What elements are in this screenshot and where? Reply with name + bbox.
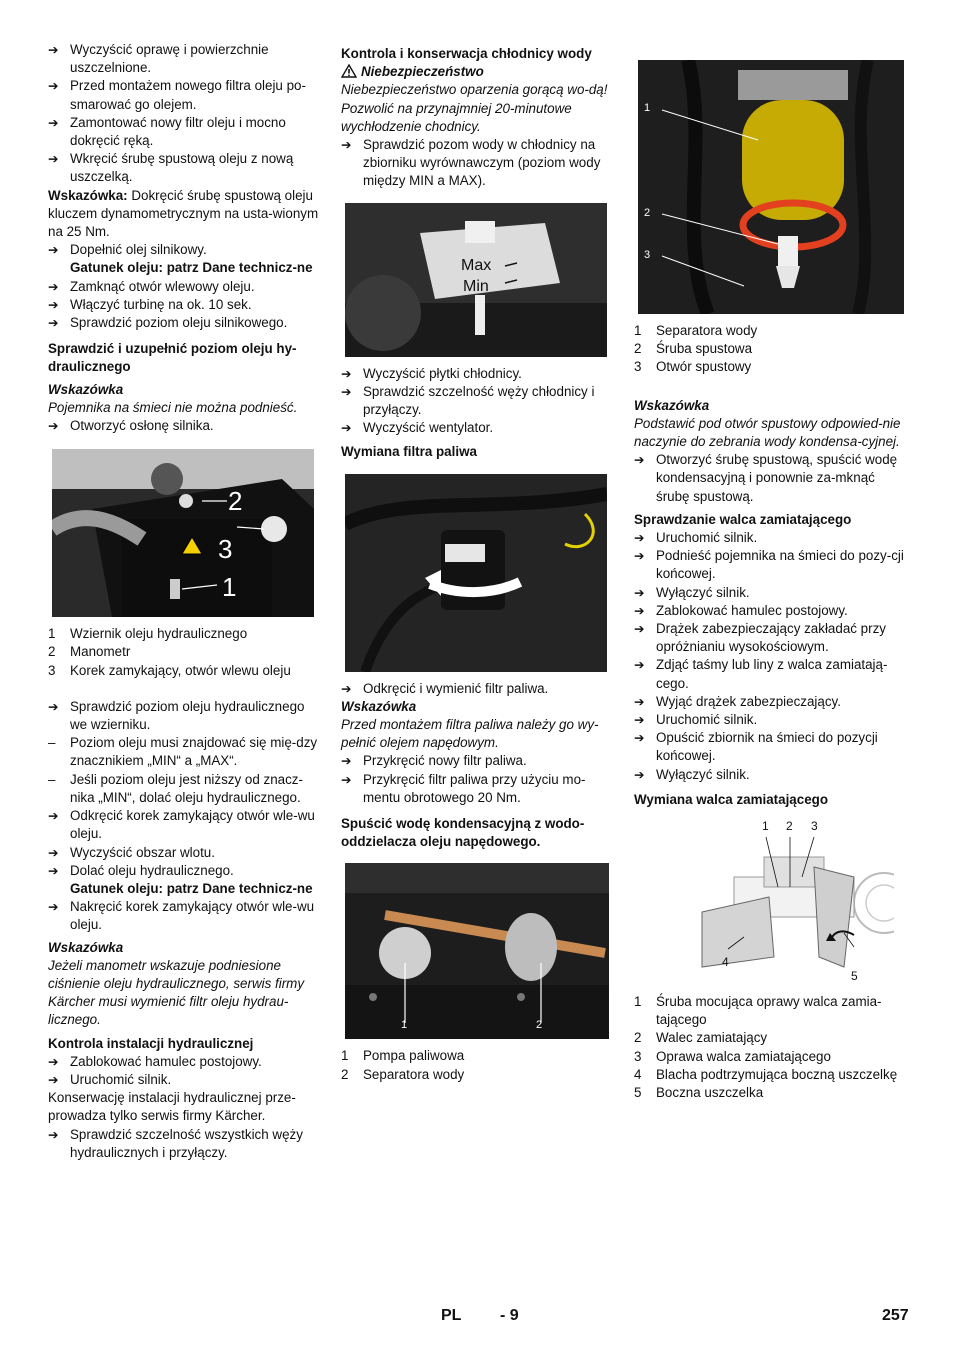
column-1 <box>48 41 324 1162</box>
roller-step: ➔ Uruchomić silnik. <box>634 711 910 729</box>
arrow-right-icon: ➔ <box>48 1127 59 1142</box>
arrow-right-icon: ➔ <box>341 384 352 399</box>
step-close-filler: ➔ Zamknąć otwór wlewowy oleju. <box>48 278 324 296</box>
hint-text: Pojemnika na śmieci nie można podnieść. <box>48 399 298 415</box>
roller-step: ➔ Uruchomić silnik. <box>634 529 910 547</box>
arrow-right-icon: ➔ <box>48 79 59 94</box>
callout-1: 1 <box>762 819 769 834</box>
arrow-right-icon: ➔ <box>634 658 645 673</box>
roller-step: ➔ Podnieść pojemnika na śmieci do pozy-cji końcowej. <box>634 548 904 582</box>
arrow-right-icon: ➔ <box>48 1072 59 1087</box>
arrow-right-icon: ➔ <box>634 603 645 618</box>
arrow-right-icon: ➔ <box>48 809 59 824</box>
danger-text: Niebezpieczeństwo oparzenia gorącą wo-dą! Pozwolić na przynajmniej 20-minutowe wychłodzenie chodnicy. <box>341 82 608 134</box>
callout-5: 5 <box>851 969 858 984</box>
legend-item: 4 Blacha podtrzymująca boczną uszczelkę <box>634 1066 898 1082</box>
arrow-right-icon: ➔ <box>634 731 645 746</box>
photo-hydraulic-tank <box>52 449 314 617</box>
photo-fuel-pump <box>345 863 609 1039</box>
danger-label-row: Niebezpieczeństwo <box>341 63 617 81</box>
oil-type-note: Gatunek oleju: patrz Dane technicz-ne <box>70 260 313 276</box>
arrow-right-icon: ➔ <box>48 316 59 331</box>
arrow-right-icon: ➔ <box>341 754 352 769</box>
legend-item: 1 Separatora wody <box>634 323 758 338</box>
callout-4: 4 <box>722 955 729 970</box>
heading-check-roller: Sprawdzanie walca zamiatającego <box>634 511 852 527</box>
arrow-right-icon: ➔ <box>341 366 352 381</box>
photo-coolant-tank <box>345 203 607 357</box>
max-mark-label: Max <box>461 256 492 274</box>
column-2 <box>341 41 617 1084</box>
legend-item: 1 Śruba mocująca oprawy walca zamia-tającego <box>634 994 882 1028</box>
step-parking-brake: ➔ Zablokować hamulec postojowy. <box>48 1053 324 1071</box>
arrow-right-icon: ➔ <box>48 900 59 915</box>
step-refill-oil: ➔ Dopełnić olej silnikowy. <box>48 241 324 259</box>
footer-language: PL <box>441 1307 462 1324</box>
arrow-right-icon: ➔ <box>48 115 59 130</box>
heading-replace-roller: Wymiana walca zamiatającego <box>634 791 829 807</box>
arrow-right-icon: ➔ <box>634 622 645 637</box>
arrow-right-icon: ➔ <box>48 1054 59 1069</box>
min-mark-label: Min <box>463 277 489 295</box>
step-turbine: ➔ Włączyć turbinę na ok. 10 sek. <box>48 296 324 314</box>
step-screw-new-filter: ➔ Przykręcić nowy filtr paliwa. <box>341 752 617 770</box>
legend-item: 3 Oprawa walca zamiatającego <box>634 1048 831 1064</box>
legend-item: 2 Śruba spustowa <box>634 341 753 357</box>
step-oil-new-filter: ➔ Przed montażem nowego filtra oleju po-smarować go olejem. <box>48 78 306 112</box>
step-check-sightglass: ➔ Sprawdzić poziom oleju hydraulicznego we wzierniku. <box>48 698 305 733</box>
step-replace-fuel-filter: ➔ Odkręcić i wymienić filtr paliwa. <box>341 680 617 698</box>
step-drain-water: ➔ Otworzyć śrubę spustową, spuścić wodę kondensacyjną i ponownie za-mknąć śrubę spustową. <box>634 452 898 504</box>
footer-page-number: 257 <box>882 1307 909 1324</box>
arrow-right-icon: ➔ <box>48 279 59 294</box>
callout-2: 2 <box>228 486 243 517</box>
legend-item: 2 Walec zamiatający <box>634 1030 768 1046</box>
hint-label: Wskazówka <box>48 939 124 955</box>
step-add-oil: ➔ Dolać oleju hydraulicznego. <box>48 862 324 880</box>
warning-triangle-icon <box>341 64 357 78</box>
hint-text: Jeżeli manometr wskazuje podniesione ciśnienie oleju hydraulicznego, serwis firmy Kärcher musi wymienić filtr oleju hydrau-licznego. <box>48 957 305 1028</box>
heading-fuel-filter: Wymiana filtra paliwa <box>341 444 477 460</box>
hint-text: Przed montażem filtra paliwa należy go wy-pełnić olejem napędowym. <box>341 717 599 751</box>
oil-type-note: Gatunek oleju: patrz Dane technicz-ne <box>70 880 313 896</box>
step-clean-fins: ➔ Wyczyścić płytki chłodnicy. <box>341 365 617 383</box>
roller-step: ➔ Wyjąć drążek zabezpieczający. <box>634 693 910 711</box>
hint-text: Podstawić pod otwór spustowy odpowied-nie naczynie do zebrania wody kondensa-cyjnej. <box>634 415 901 450</box>
diagram-roller <box>694 817 894 987</box>
roller-step: ➔ Zablokować hamulec postojowy. <box>634 602 910 620</box>
arrow-right-icon: ➔ <box>634 694 645 709</box>
step-start-engine: ➔ Uruchomić silnik. <box>48 1071 324 1089</box>
callout-2: 2 <box>786 819 793 834</box>
arrow-right-icon: ➔ <box>341 421 352 436</box>
arrow-right-icon: ➔ <box>634 767 645 782</box>
arrow-right-icon: ➔ <box>48 297 59 312</box>
hint-label: Wskazówka <box>341 698 417 714</box>
arrow-right-icon: ➔ <box>634 549 645 564</box>
step-check-cooler-hoses: ➔ Sprawdzić szczelność węży chłodnicy i przyłączy. <box>341 383 595 418</box>
step-screw-drain: ➔ Wkręcić śrubę spustową oleju z nową uszczelką. <box>48 151 294 185</box>
step-check-water: ➔ Sprawdzić pozom wody w chłodnicy na zbiorniku wyrównawczym (poziom wody między MIN a MAX). <box>341 137 601 189</box>
callout-2: 2 <box>536 1019 543 1032</box>
step-clean-inlet: ➔ Wyczyścić obszar wlotu. <box>48 844 324 862</box>
hint-label: Wskazówka <box>48 381 124 397</box>
roller-step: ➔ Opuścić zbiornik na śmieci do pozycji końcowej. <box>634 730 878 764</box>
hint-label: Wskazówka <box>634 397 710 413</box>
fuel-pump-illustration <box>345 863 609 1039</box>
heading-hydraulic-oil: Sprawdzić i uzupełnić poziom oleju hy-draulicznego <box>48 341 297 375</box>
callout-3: 3 <box>644 249 651 261</box>
roller-step: ➔ Zdjąć taśmy lub liny z walca zamiatają-cego. <box>634 657 888 691</box>
legend-item: 5 Boczna uszczelka <box>634 1085 764 1101</box>
step-clean-housing: ➔ Wyczyścić oprawę i powierzchnie uszczelnione. <box>48 42 269 76</box>
arrow-right-icon: ➔ <box>48 152 59 167</box>
roller-step: ➔ Drążek zabezpieczający zakładać przy opróżnianiu wysokościowym. <box>634 621 886 655</box>
dash-item: – Poziom oleju musi znajdować się mię-dzy znacznikiem „MIN“ a „MAX“. <box>48 735 318 769</box>
water-separator-illustration <box>638 60 904 314</box>
callout-3: 3 <box>811 819 818 834</box>
callout-1: 1 <box>644 102 651 114</box>
heading-cooler: Kontrola i konserwacja chłodnicy wody <box>341 46 592 61</box>
hydraulic-tank-illustration <box>52 449 314 617</box>
heading-drain-water: Spuścić wodę kondensacyjną z wodo-oddzielacza oleju napędowego. <box>341 816 585 850</box>
callout-1: 1 <box>222 572 237 603</box>
callout-2: 2 <box>644 207 651 219</box>
arrow-right-icon: ➔ <box>634 585 645 600</box>
legend-item: 3 Korek zamykający, otwór wlewu oleju <box>48 662 291 678</box>
fuel-filter-illustration <box>345 474 607 672</box>
dash-item: – Jeśli poziom oleju jest niższy od znacz-nika „MIN“, dolać oleju hydraulicznego. <box>48 771 303 805</box>
arrow-right-icon: ➔ <box>341 138 352 153</box>
arrow-right-icon: ➔ <box>634 453 645 468</box>
step-torque-filter: ➔ Przykręcić filtr paliwa przy użyciu mo-mentu obrotowego 20 Nm. <box>341 771 586 805</box>
arrow-right-icon: ➔ <box>341 681 352 696</box>
legend-item: 3 Otwór spustowy <box>634 359 752 375</box>
arrow-right-icon: ➔ <box>48 43 59 57</box>
service-text: Konserwację instalacji hydraulicznej prze-prowadza tylko serwis firmy Kärcher. <box>48 1090 296 1124</box>
arrow-right-icon: ➔ <box>48 845 59 860</box>
photo-fuel-filter <box>345 474 607 672</box>
arrow-right-icon: ➔ <box>634 713 645 728</box>
step-close-cap: ➔ Nakręcić korek zamykający otwór wle-wu oleju. <box>48 899 315 933</box>
legend-item: 1 Wziernik oleju hydraulicznego <box>48 626 248 642</box>
callout-3: 3 <box>218 534 233 565</box>
legend-item: 1 Pompa paliwowa <box>341 1048 465 1064</box>
step-check-hoses: ➔ Sprawdzić szczelność wszystkich węży hydraulicznych i przyłączy. <box>48 1126 303 1160</box>
step-unscrew-cap: ➔ Odkręcić korek zamykający otwór wle-wu oleju. <box>48 808 315 842</box>
arrow-right-icon: ➔ <box>48 863 59 878</box>
arrow-right-icon: ➔ <box>48 243 59 258</box>
arrow-right-icon: ➔ <box>48 699 59 714</box>
step-mount-filter: ➔ Zamontować nowy filtr oleju i mocno dokręcić ręką. <box>48 114 286 149</box>
heading-hydraulic-control: Kontrola instalacji hydraulicznej <box>48 1035 254 1051</box>
step-check-engine-oil: ➔ Sprawdzić poziom oleju silnikowego. <box>48 314 324 332</box>
roller-step: ➔ Wyłączyć silnik. <box>634 584 910 602</box>
step-clean-fan: ➔ Wyczyścić wentylator. <box>341 419 617 437</box>
arrow-right-icon: ➔ <box>341 772 352 787</box>
legend-item: 2 Separatora wody <box>341 1066 465 1082</box>
roller-step: ➔ Wyłączyć silnik. <box>634 766 910 784</box>
callout-1: 1 <box>401 1019 408 1032</box>
note-torque: Wskazówka: Dokręcić śrubę spustową oleju kluczem dynamometrycznym na usta-wionym na 25 Nm. <box>48 187 319 240</box>
column-3 <box>634 41 910 1102</box>
legend-item: 2 Manometr <box>48 644 131 660</box>
arrow-right-icon: ➔ <box>48 419 59 434</box>
photo-water-separator <box>638 60 904 314</box>
arrow-right-icon: ➔ <box>634 531 645 546</box>
footer-local-page: - 9 <box>500 1307 519 1324</box>
step-open-cover: ➔ Otworzyć osłonę silnika. <box>48 417 324 435</box>
